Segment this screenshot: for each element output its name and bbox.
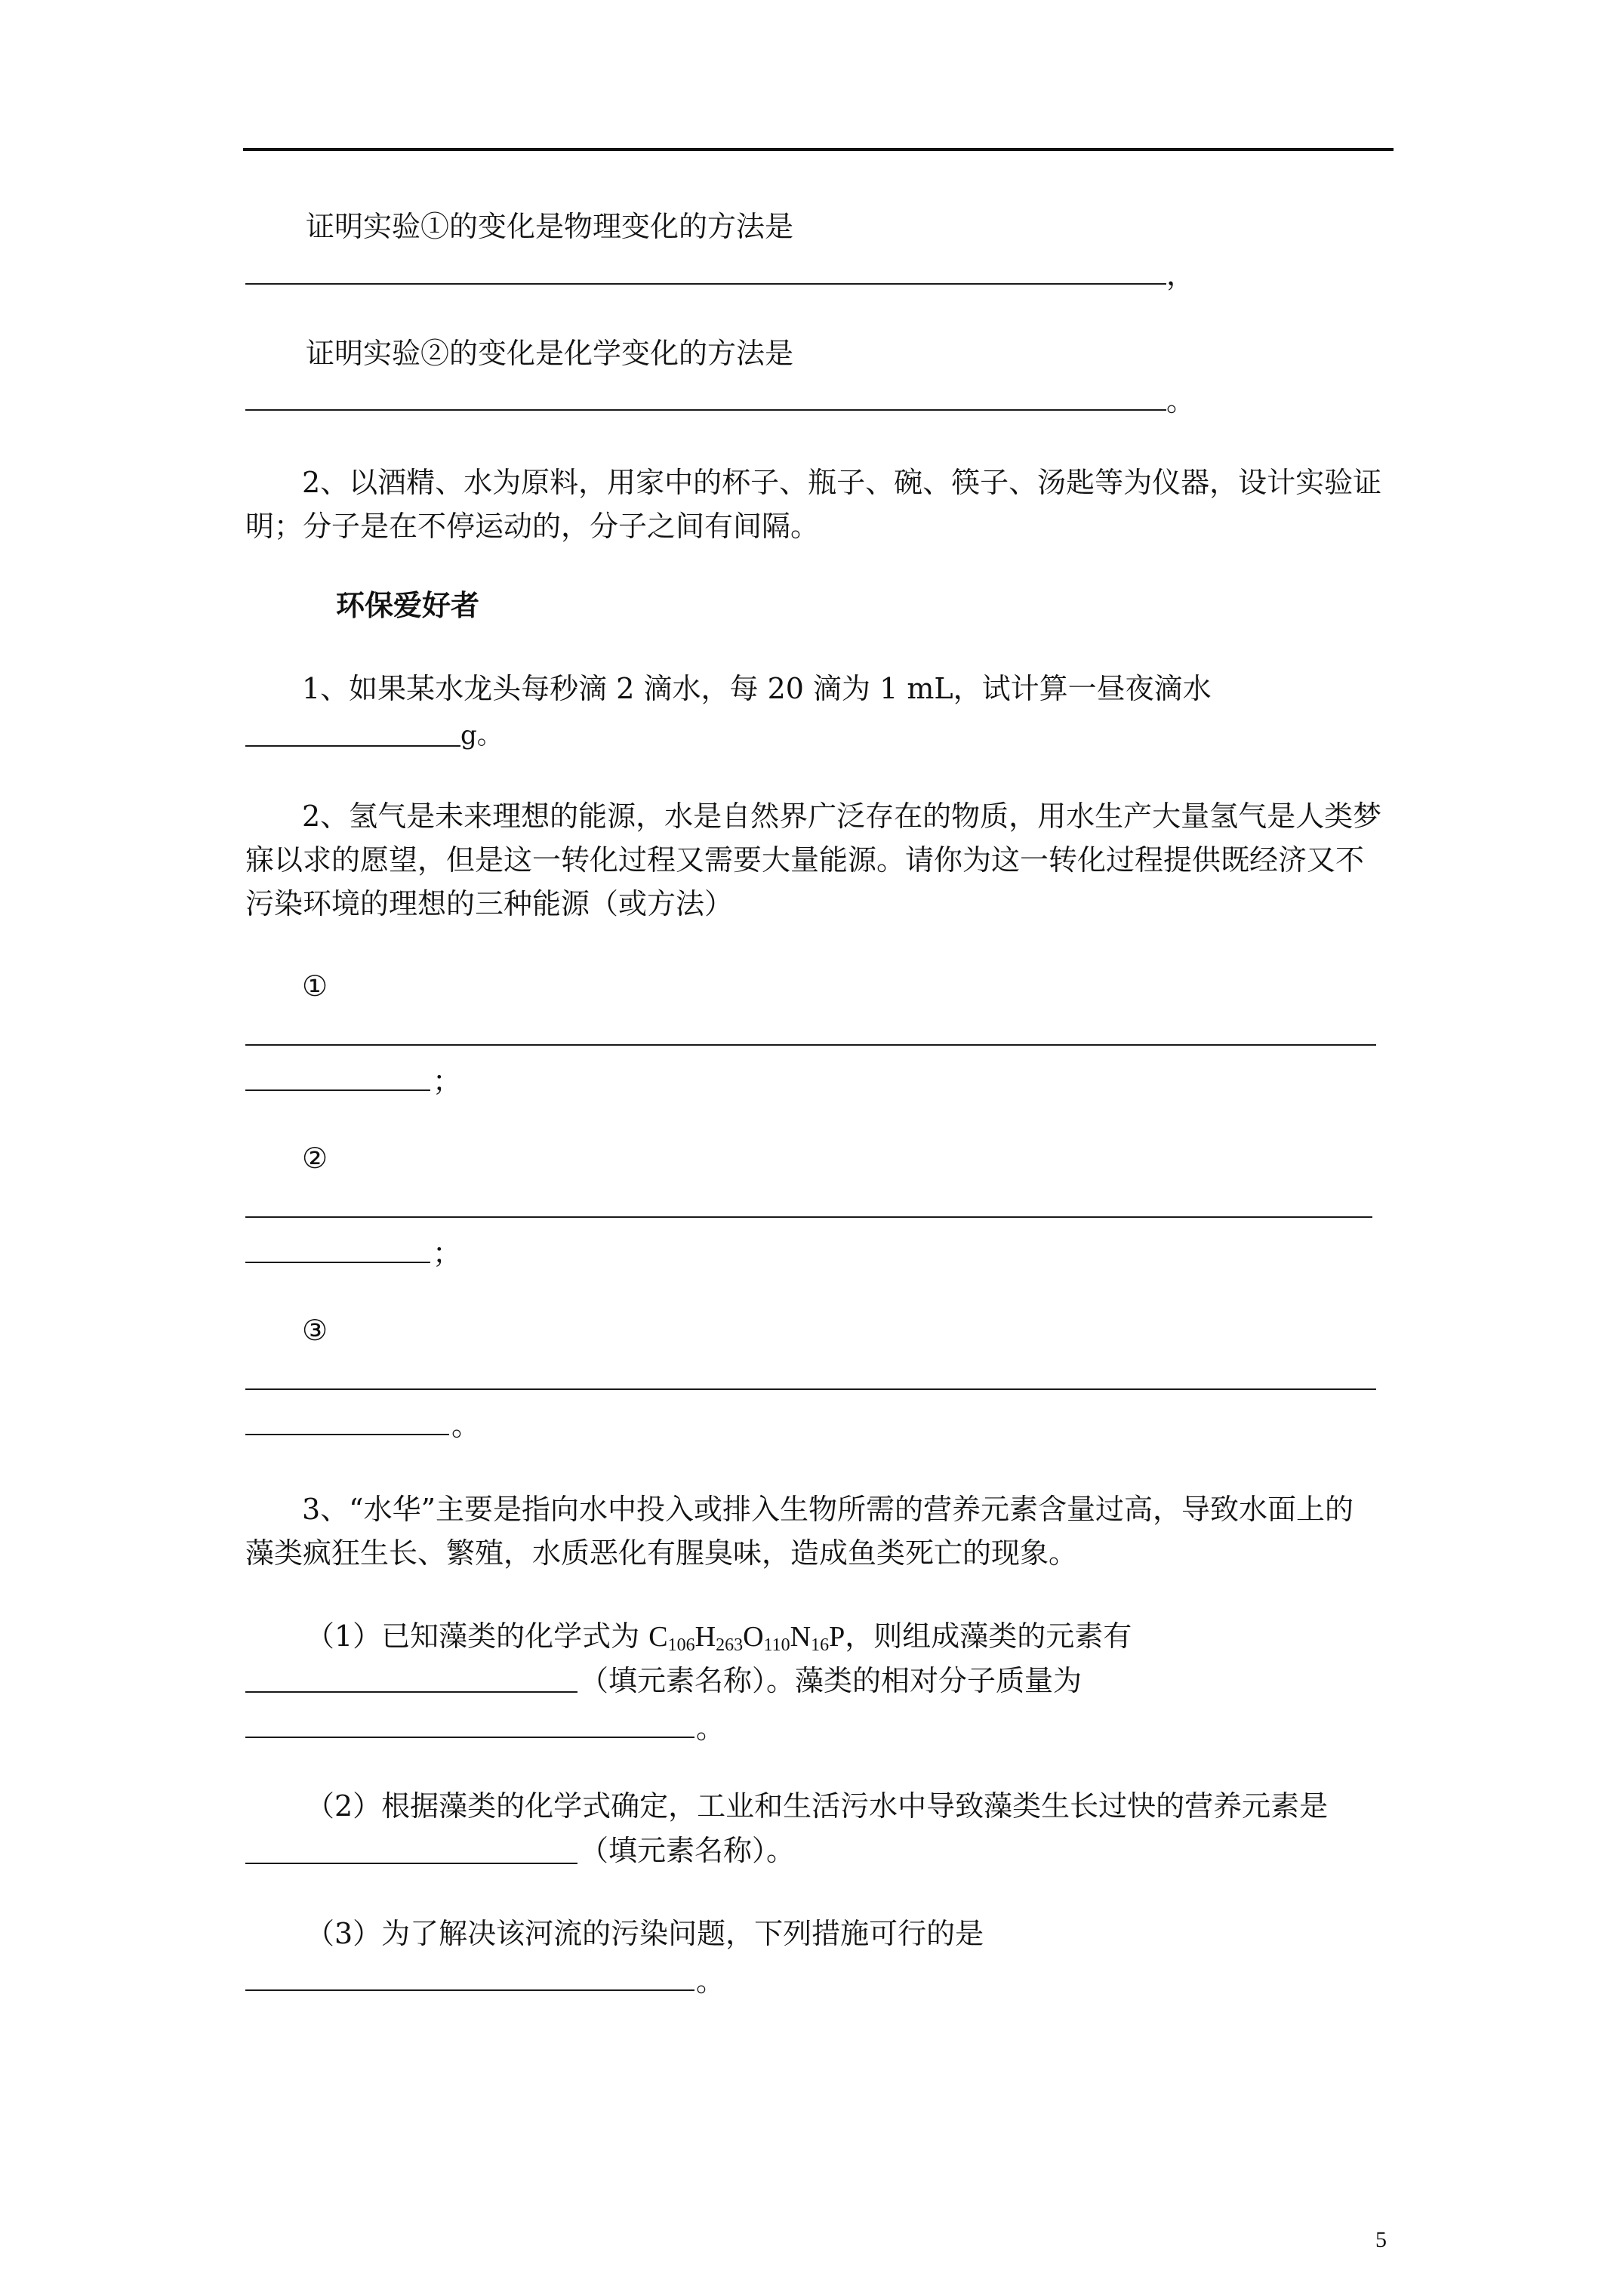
item-end-3: 。: [451, 1409, 481, 1442]
eco-q3-intro-2: 藻类疯狂生长、繁殖，水质恶化有腥臭味，造成鱼类死亡的现象。: [245, 1536, 1078, 1570]
answer-line: [245, 409, 1166, 411]
sub1-line-2: （填元素名称）。藻类的相对分子质量为: [580, 1664, 1083, 1697]
eco-q2-line-3: 污染环境的理想的三种能源（或方法）: [245, 887, 734, 920]
sub2-line-1: （2）根据藻类的化学式确定，工业和生活污水中导致藻类生长过快的营养元素是: [306, 1789, 1329, 1823]
sub1-suffix: ，则组成藻类的元素有: [845, 1620, 1132, 1653]
section-title: 环保爱好者: [336, 588, 480, 622]
chemical-formula: $C_{106}H_{263}O_{110}N_{16}P$: [648, 1621, 845, 1655]
answer-line: [245, 1863, 577, 1864]
item-end-2: ；: [433, 1237, 462, 1270]
q2-end-punct: 。: [1166, 384, 1196, 418]
eco-q1-line-1: 1、如果某水龙头每秒滴 2 滴水，每 20 滴为 1 mL，试计算一昼夜滴水: [302, 672, 1212, 705]
page-number: 5: [1375, 2227, 1387, 2252]
answer-line: [245, 1044, 1376, 1046]
q3-line-1: 2、以酒精、水为原料，用家中的杯子、瓶子、碗、筷子、汤匙等为仪器，设计实验证: [302, 466, 1382, 499]
sub1-line-1: [306, 1620, 1132, 1655]
item-marker-1: ①: [302, 969, 328, 1003]
eco-q2-line-1: 2、氢气是未来理想的能源，水是自然界广泛存在的物质，用水生产大量氢气是人类梦: [302, 800, 1382, 833]
header-rule: [243, 148, 1394, 151]
q1-end-punct: ，: [1166, 258, 1196, 291]
answer-line: [245, 1737, 694, 1738]
sub3-end: 。: [696, 1965, 725, 1998]
answer-line: [245, 1691, 577, 1693]
q2-prompt: 证明实验②的变化是化学变化的方法是: [306, 337, 794, 370]
q3-line-2: 明；分子是在不停运动的，分子之间有间隔。: [245, 510, 820, 543]
sub1-prefix: （1）已知藻类的化学式为: [306, 1620, 649, 1653]
item-marker-3: ③: [302, 1314, 328, 1347]
answer-line: [245, 745, 460, 747]
q1-prompt: 证明实验①的变化是物理变化的方法是: [306, 210, 794, 243]
answer-line: [245, 1989, 694, 1991]
sub3-line-1: （3）为了解决该河流的污染问题，下列措施可行的是: [306, 1917, 984, 1950]
item-marker-2: ②: [302, 1142, 328, 1175]
sub2-line-2: （填元素名称）。: [580, 1834, 796, 1867]
eco-q1-unit: g。: [460, 720, 503, 750]
eco-q3-intro-1: 3、“水华”主要是指向水中投入或排入生物所需的营养元素含量过高，导致水面上的: [302, 1493, 1354, 1526]
eco-q2-line-2: 寐以求的愿望，但是这一转化过程又需要大量能源。请你为这一转化过程提供既经济又不: [245, 843, 1365, 877]
answer-line: [245, 1434, 449, 1435]
sub1-end: 。: [696, 1712, 725, 1745]
item-end-1: ；: [433, 1065, 462, 1098]
answer-line: [245, 1388, 1376, 1390]
answer-line: [245, 1216, 1372, 1218]
answer-line: [245, 283, 1166, 285]
answer-line: [245, 1262, 430, 1263]
answer-line: [245, 1089, 430, 1091]
